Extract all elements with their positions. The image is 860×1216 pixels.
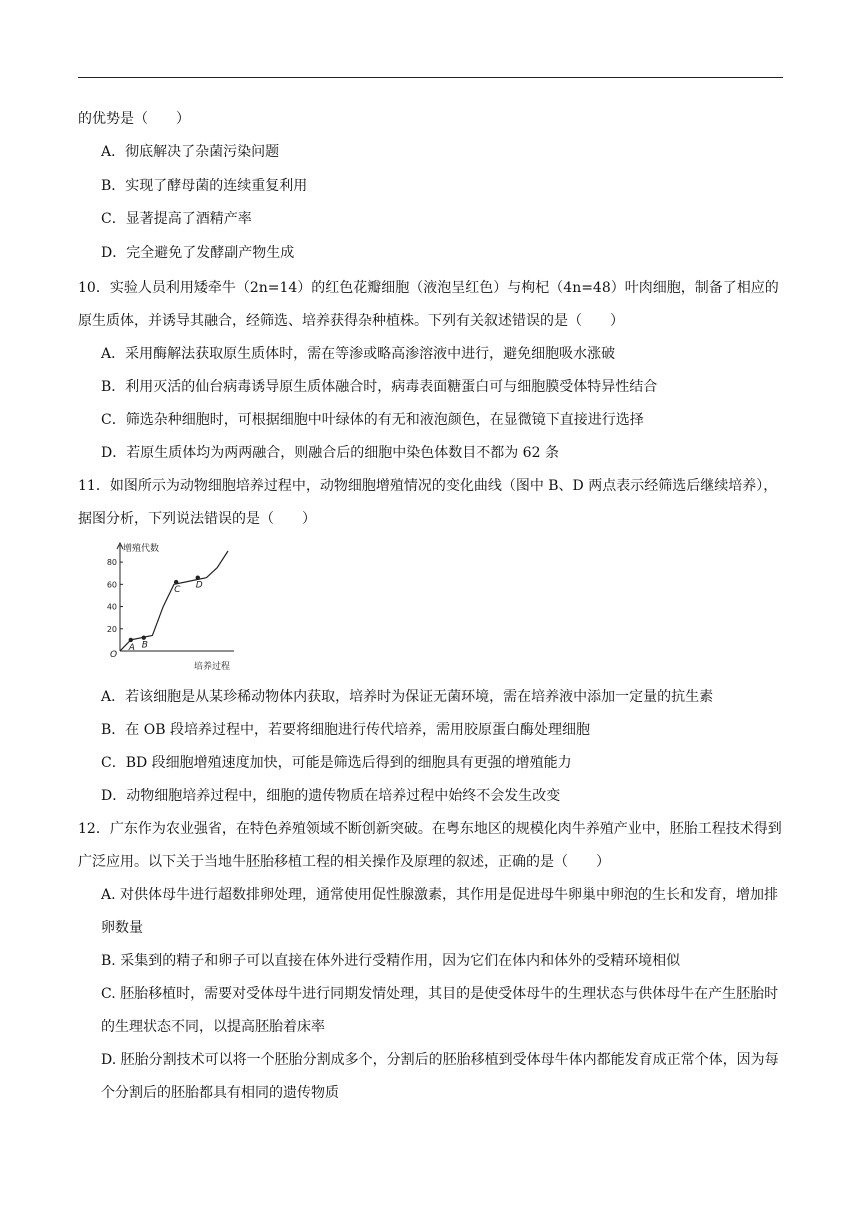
data-point-a xyxy=(129,638,133,642)
chart-labels xyxy=(110,542,230,672)
q12-option-c: C. 胚胎移植时，需要对受体母牛进行同期发情处理，其目的是使受体母牛的生理状态与供体母牛在产生胚胎时的生理状态不同，以提高胚胎着床率 xyxy=(101,986,779,1035)
q12-option-d: D. 胚胎分割技术可以将一个胚胎分割成多个，分割后的胚胎移植到受体母牛体内都能发育成正常个体，因为每个分割后的胚胎都具有相同的遗传物质 xyxy=(101,1052,779,1101)
cell-proliferation-chart xyxy=(98,539,238,675)
header-rule xyxy=(78,77,783,78)
data-point-c xyxy=(174,580,178,584)
chart-series xyxy=(120,551,228,651)
q10-option-a: A．采用酶解法获取原生质体时，需在等渗或略高渗溶液中进行，避免细胞吸水涨破 xyxy=(101,346,616,362)
y-tick-label: 40 xyxy=(106,602,117,612)
q10-option-b: B．利用灭活的仙台病毒诱导原生质体融合时，病毒表面糖蛋白可与细胞膜受体特异性结合 xyxy=(101,379,658,395)
data-point-b xyxy=(142,635,146,639)
q11-option-d: D．动物细胞培养过程中，细胞的遗传物质在培养过程中始终不会发生改变 xyxy=(101,788,561,804)
q11-option-c: C．BD 段细胞增殖速度加快，可能是筛选后得到的细胞具有更强的增殖能力 xyxy=(101,755,572,771)
q12-stem: 12．广东作为农业强省，在特色养殖领域不断创新突破。在粤东地区的规模化肉牛养殖产业中，胚胎工程技术得到广泛应用。以下关于当地牛胚胎移植工程的相关操作及原理的叙述，正确的是（ ） xyxy=(78,821,782,870)
y-axis-label: 增殖代数 xyxy=(123,544,160,554)
q9-option-c: C．显著提高了酒精产率 xyxy=(101,211,252,227)
point-label-d: D xyxy=(195,580,203,591)
q9-option-b: B．实现了酵母菌的连续重复利用 xyxy=(101,177,308,194)
data-point-d xyxy=(196,575,200,579)
origin-label: O xyxy=(110,650,118,660)
y-tick-label: 20 xyxy=(106,624,117,634)
y-tick-label: 80 xyxy=(106,558,117,568)
q11-option-b: B．在 OB 段培养过程中，若要将细胞进行传代培养，需用胶原蛋白酶处理细胞 xyxy=(101,722,590,738)
q12-option-b: B. 采集到的精子和卵子可以直接在体外进行受精作用，因为它们在体内和体外的受精环境相似 xyxy=(101,953,681,969)
q9-stem-tail: 的优势是（ ） xyxy=(78,111,190,127)
q12-option-a: A. 对供体母牛进行超数排卵处理，通常使用促性腺激素，其作用是促进母牛卵巢中卵泡的生长和发育，增加排卵数量 xyxy=(101,887,779,936)
y-tick-label: 60 xyxy=(106,580,117,590)
q9-option-a: A．彻底解决了杂菌污染问题 xyxy=(101,144,280,160)
q11-stem: 11．如图所示为动物细胞培养过程中，动物细胞增殖情况的变化曲线（图中 B、D 两点表示经筛选后继续培养），据图分析，下列说法错误的是（ ） xyxy=(78,478,778,527)
point-label-b: B xyxy=(141,640,148,651)
point-label-a: A xyxy=(128,642,135,653)
q9-option-d: D．完全避免了发酵副产物生成 xyxy=(101,244,295,261)
point-label-c: C xyxy=(174,585,181,596)
document-body xyxy=(78,108,783,1110)
q11-option-a: A．若该细胞是从某珍稀动物体内获取，培养时为保证无菌环境，需在培养液中添加一定量的抗生素 xyxy=(101,689,714,705)
proliferation-curve xyxy=(120,551,228,651)
chart-ticks xyxy=(107,558,123,634)
x-axis-label: 培养过程 xyxy=(194,662,231,672)
q10-option-c: C．筛选杂种细胞时，可根据细胞中叶绿体的有无和液泡颜色，在显微镜下直接进行选择 xyxy=(101,412,644,428)
q10-option-d: D．若原生质体均为两两融合，则融合后的细胞中染色体数目不都为 62 条 xyxy=(101,445,559,461)
q10-stem: 10．实验人员利用矮牵牛（2n=14）的红色花瓣细胞（液泡呈红色）与枸杞（4n=48）叶肉细胞，制备了相应的原生质体，并诱导其融合，经筛选、培养获得杂种植株。下列有关叙述错误的是（ ） xyxy=(78,280,779,329)
chart-axes xyxy=(117,543,234,651)
